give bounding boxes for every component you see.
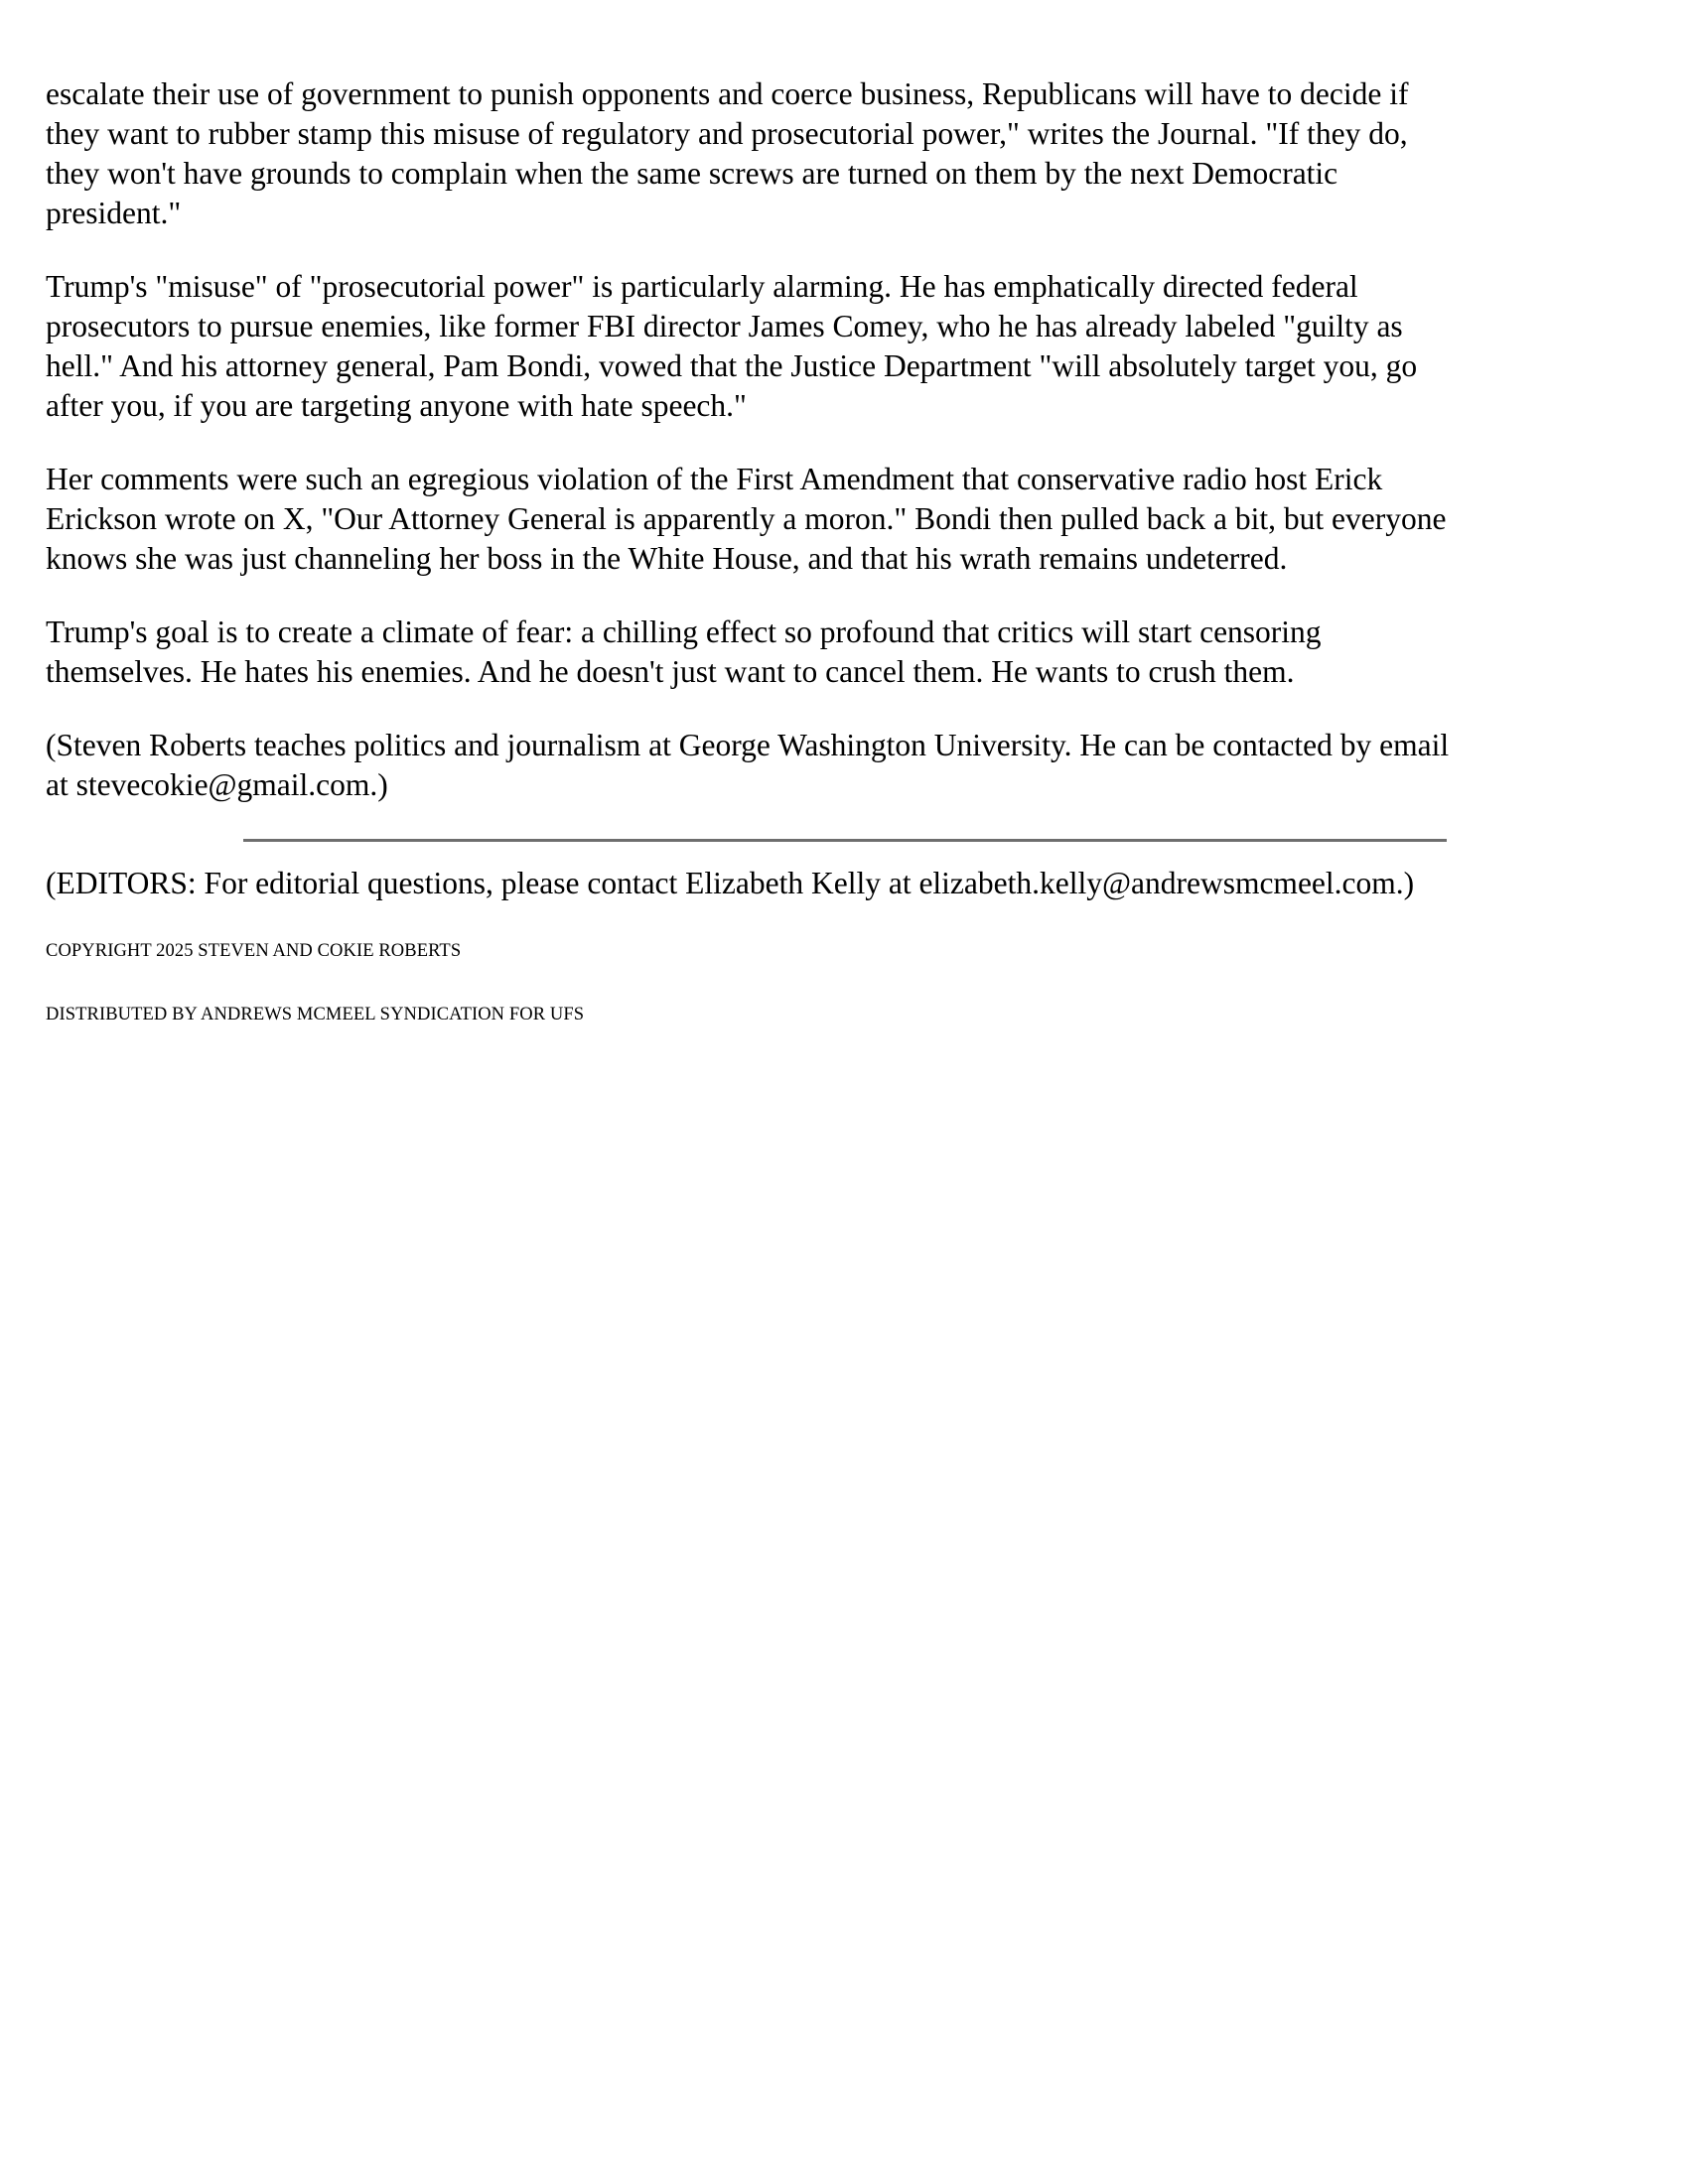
article-paragraph-2: Trump's "misuse" of "prosecutorial power" is particularly alarming. He has emphatically directed federal prosecutors to pursue enemies, like former FBI director James Comey, who he has already labeled "guilty as hell." And his attorney general, Pam Bondi, vowed that the Justice Department "will absolutely target you, go after you, if you are targeting anyone with hate speech." (46, 269, 1418, 423)
divider-rule (243, 839, 1447, 842)
document-page (46, 74, 1644, 1066)
article-paragraph-4: Trump's goal is to create a climate of fear: a chilling effect so profound that critics will start censoring themselves. He hates his enemies. And he doesn't just want to cancel them. He wants to crush them. (46, 614, 1322, 689)
article-paragraph-3: Her comments were such an egregious violation of the First Amendment that conservative radio host Erick Erickson wrote on X, "Our Attorney General is apparently a moron." Bondi then pulled back a bit, but everyone knows she was just channeling her boss in the White House, and that his wrath remains undeterred. (46, 462, 1447, 576)
editors-note: (EDITORS: For editorial questions, please contact Elizabeth Kelly at elizabeth.kelly@andrewsmcmeel.com.) (46, 866, 1415, 900)
distribution-line: DISTRIBUTED BY ANDREWS MCMEEL SYNDICATION FOR UFS (46, 1005, 585, 1024)
copyright-line: COPYRIGHT 2025 STEVEN AND COKIE ROBERTS (46, 941, 462, 961)
author-bio: (Steven Roberts teaches politics and journalism at George Washington University. He can be contacted by email at stevecokie@gmail.com.) (46, 728, 1450, 802)
article-paragraph-1: escalate their use of government to punish opponents and coerce business, Republicans will have to decide if they want to rubber stamp this misuse of regulatory and prosecutorial power," writes the Journal. "If they do, they won't have grounds to complain when the same screws are turned on them by the next Democratic president." (46, 76, 1409, 230)
